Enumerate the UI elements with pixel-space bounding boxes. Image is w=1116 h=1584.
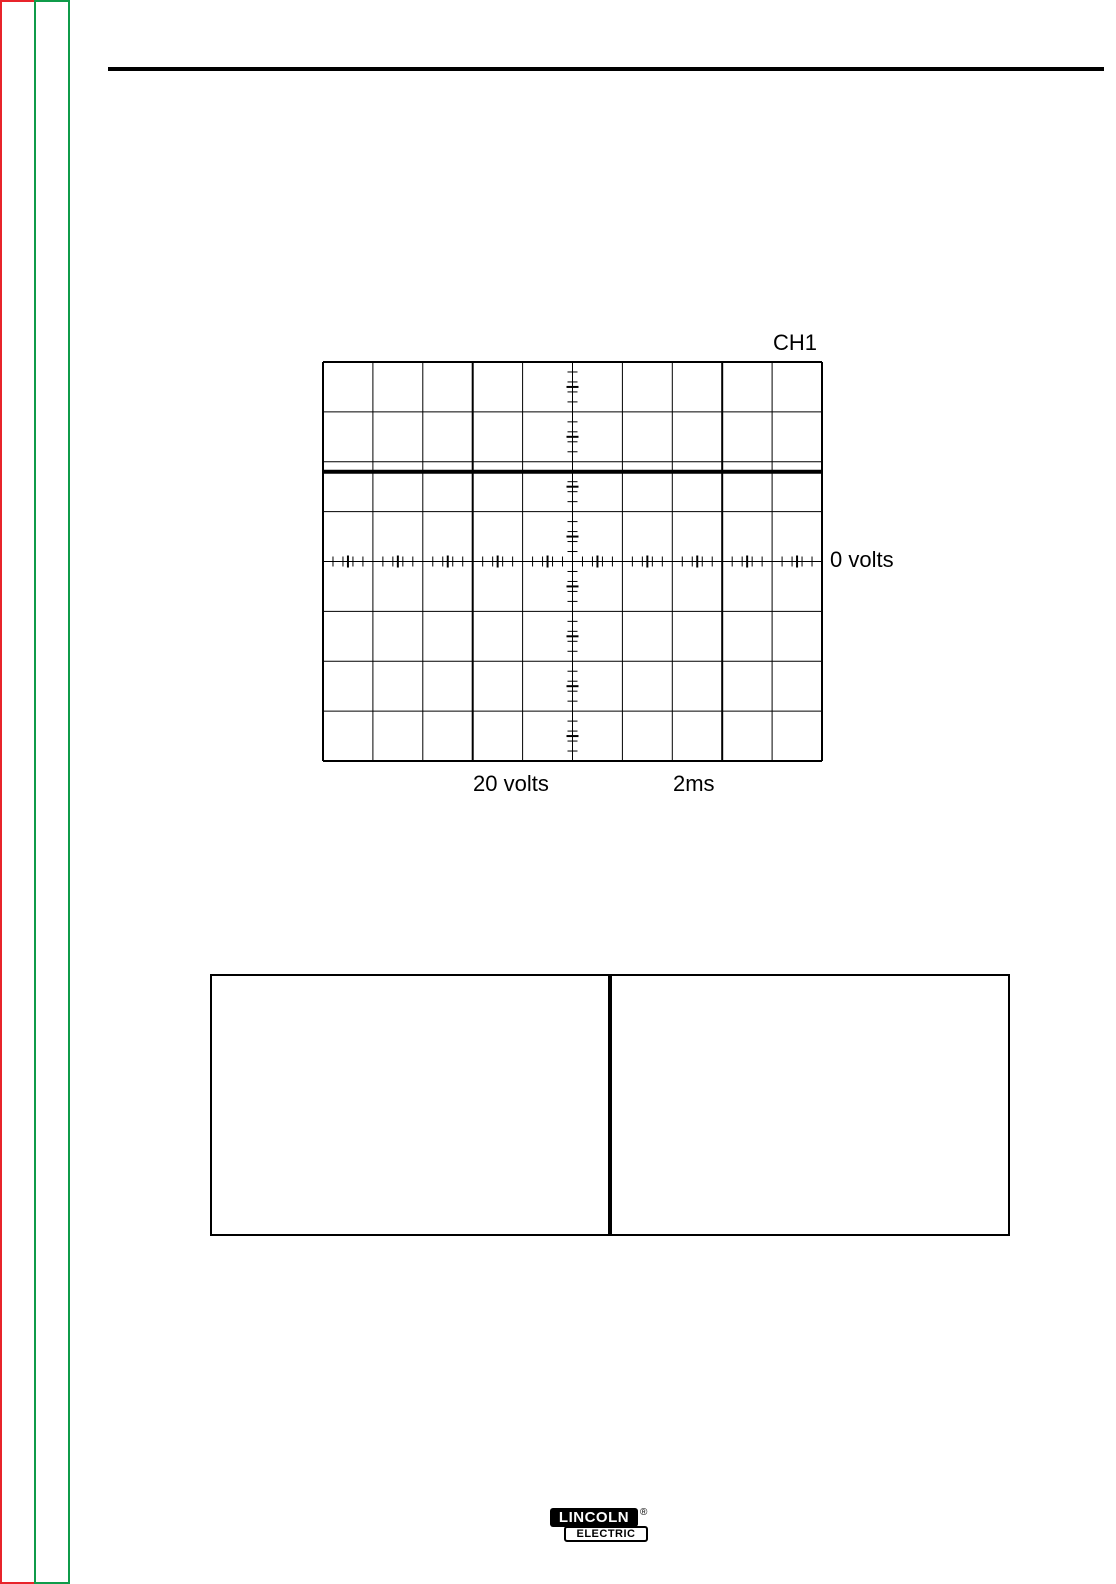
logo-bottom-text: ELECTRIC	[564, 1526, 648, 1542]
logo-registered-mark: ®	[640, 1507, 648, 1518]
channel-label: CH1	[773, 330, 818, 355]
settings-table-left-cell	[212, 976, 608, 1234]
scope-settings-table	[210, 974, 1010, 1236]
zero-volts-label: 0 volts	[830, 547, 894, 572]
settings-table-right-cell	[612, 976, 1008, 1234]
volts-per-division-label: 20 volts	[473, 771, 549, 796]
logo-top-text: LINCOLN	[550, 1508, 638, 1527]
time-per-division-label: 2ms	[673, 771, 715, 796]
lincoln-electric-logo	[550, 1508, 654, 1544]
